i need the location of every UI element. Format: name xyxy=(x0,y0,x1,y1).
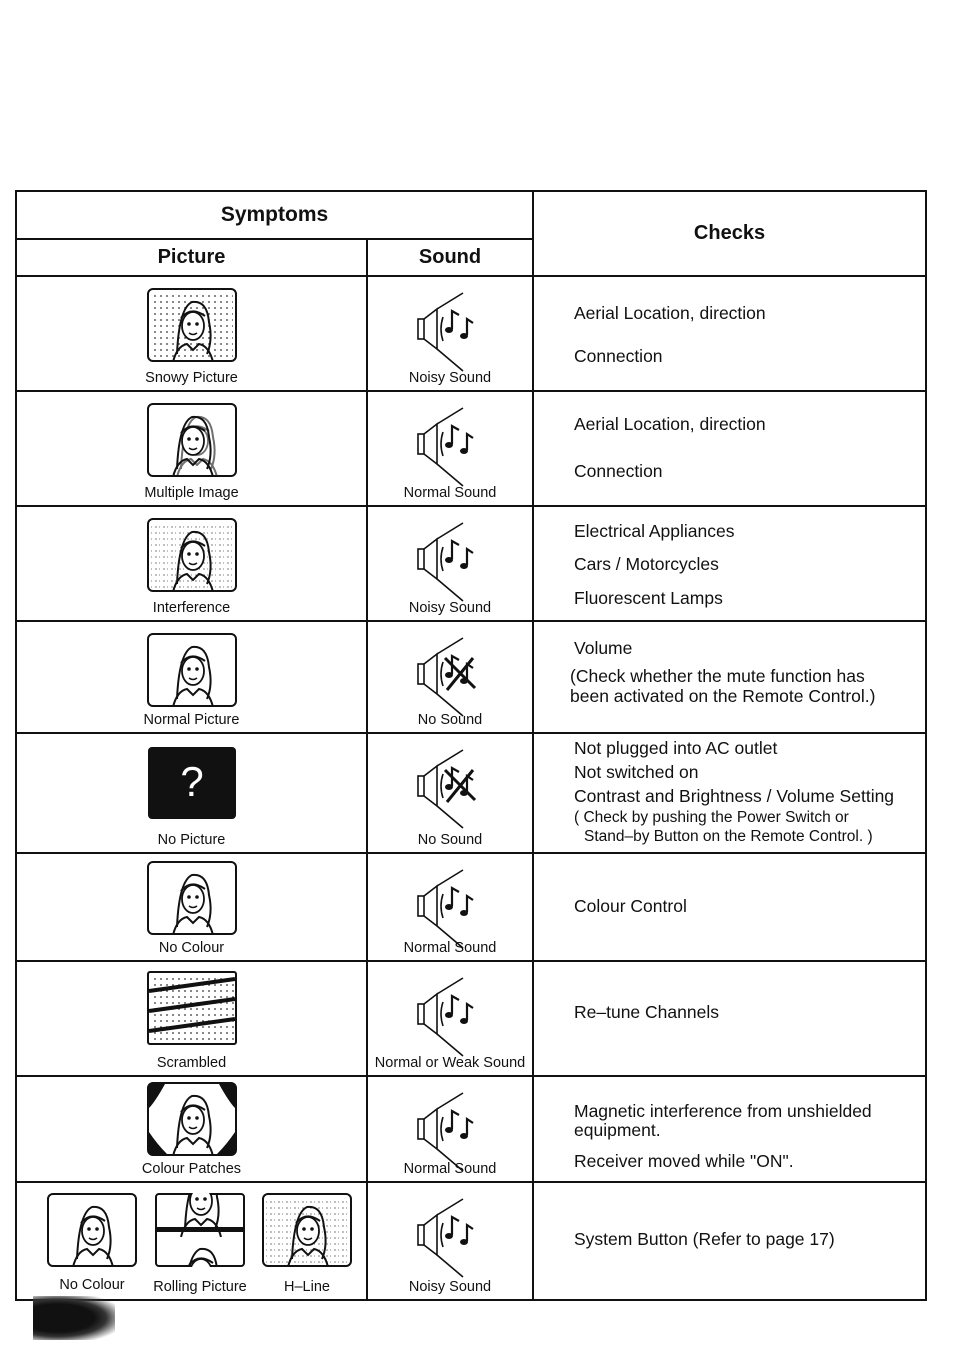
check-item: Connection xyxy=(574,346,663,366)
check-item: equipment. xyxy=(574,1120,661,1140)
check-item: been activated on the Remote Control.) xyxy=(570,686,876,706)
table-row xyxy=(17,507,925,622)
picture-caption: H–Line xyxy=(284,1279,330,1295)
sound-caption: Noisy Sound xyxy=(408,370,492,386)
check-item: (Check whether the mute function has xyxy=(570,666,865,686)
sound-caption: Normal Sound xyxy=(403,485,497,501)
table-row xyxy=(17,1183,925,1301)
sound-header: Sound xyxy=(418,246,482,268)
picture-caption: Colour Patches xyxy=(141,1161,242,1177)
speaker-noisy-icon xyxy=(415,291,485,373)
scrambled-icon xyxy=(147,971,237,1045)
interference-icon xyxy=(147,518,237,592)
no-picture-icon xyxy=(147,746,237,820)
picture-caption: No Picture xyxy=(157,832,226,848)
picture-caption: Interference xyxy=(152,600,231,616)
picture-caption: No Colour xyxy=(158,940,225,956)
check-item: Connection xyxy=(574,461,663,481)
check-item: Receiver moved while "ON". xyxy=(574,1151,794,1171)
table-row xyxy=(17,962,925,1077)
symptoms-header: Symptoms xyxy=(17,192,532,240)
sound-caption: Noisy Sound xyxy=(408,1279,492,1295)
check-item: Colour Control xyxy=(574,896,687,916)
picture-caption: Snowy Picture xyxy=(145,370,238,386)
check-item: Not switched on xyxy=(574,762,699,782)
table-row xyxy=(17,622,925,734)
picture-caption: Multiple Image xyxy=(144,485,239,501)
table-row xyxy=(17,1077,925,1183)
picture-caption: Scrambled xyxy=(156,1055,227,1071)
check-item: Aerial Location, direction xyxy=(574,303,766,323)
check-item: Not plugged into AC outlet xyxy=(574,738,778,758)
checks-header: Checks xyxy=(532,192,925,275)
speaker-noisy-icon xyxy=(415,521,485,603)
troubleshooting-table xyxy=(15,190,927,1301)
check-item: Magnetic interference from unshielded xyxy=(574,1101,872,1121)
speaker-muted-icon xyxy=(415,748,485,830)
check-item: Fluorescent Lamps xyxy=(574,588,723,608)
no-colour-icon xyxy=(147,861,237,935)
snowy-picture-icon xyxy=(147,288,237,362)
sound-caption: No Sound xyxy=(417,832,483,848)
question-mark: ? xyxy=(179,758,204,805)
sound-caption: Noisy Sound xyxy=(408,600,492,616)
picture-caption: No Colour xyxy=(59,1277,125,1293)
check-item: Volume xyxy=(574,638,633,658)
multiple-image-icon xyxy=(147,403,237,477)
rolling-picture-icon xyxy=(155,1193,245,1267)
speaker-muted-icon xyxy=(415,636,485,718)
table-row xyxy=(17,392,925,507)
sound-caption: Normal Sound xyxy=(403,940,497,956)
speaker-noisy-icon xyxy=(415,1197,485,1279)
table-header xyxy=(17,192,925,277)
check-item: System Button (Refer to page 17) xyxy=(574,1229,835,1249)
table-row xyxy=(17,734,925,854)
normal-picture-icon xyxy=(147,633,237,707)
speaker-normal-icon xyxy=(415,868,485,950)
sound-caption: Normal Sound xyxy=(403,1161,497,1177)
h-line-icon xyxy=(262,1193,352,1267)
picture-caption: Rolling Picture xyxy=(153,1279,247,1295)
sound-caption: No Sound xyxy=(417,712,483,728)
sound-caption: Normal or Weak Sound xyxy=(374,1055,526,1071)
check-item: Cars / Motorcycles xyxy=(574,554,719,574)
table-row xyxy=(17,277,925,392)
speaker-normal-icon xyxy=(415,976,485,1058)
no-colour-icon xyxy=(47,1193,137,1267)
check-item: Aerial Location, direction xyxy=(574,414,766,434)
speaker-normal-icon xyxy=(415,406,485,488)
table-row xyxy=(17,854,925,962)
page-tab-mark xyxy=(33,1296,115,1340)
check-item: Contrast and Brightness / Volume Setting xyxy=(574,786,895,806)
colour-patches-icon xyxy=(147,1082,237,1156)
picture-header: Picture xyxy=(17,240,368,275)
check-item: Re–tune Channels xyxy=(574,1002,719,1022)
check-item: Stand–by Button on the Remote Control. ) xyxy=(584,828,873,845)
check-item: Electrical Appliances xyxy=(574,521,735,541)
picture-caption: Normal Picture xyxy=(143,712,240,728)
check-item: ( Check by pushing the Power Switch or xyxy=(574,809,849,826)
